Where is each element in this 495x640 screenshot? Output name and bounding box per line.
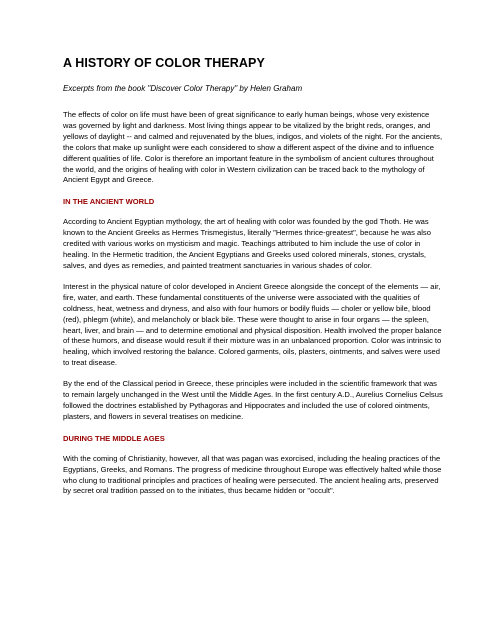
document-page <box>63 56 443 507</box>
page-title: A HISTORY OF COLOR THERAPY <box>63 56 265 70</box>
section-middle-ages <box>63 433 443 498</box>
body-paragraph: By the end of the Classical period in Greece, these principles were included in the scientific framework that was to remain largely unchanged in the West until the Middle Ages. In the first century A.D., Aurelius Cornelius Celsus followed the doctrines established by Pythagoras and Hippocrates and included the use of colored ointments, plasters, and flowers in several treatises on medicine. <box>63 379 443 421</box>
book-excerpt-subtitle: Excerpts from the book "Discover Color Therapy" by Helen Graham <box>63 84 303 93</box>
body-paragraph: With the coming of Christianity, however, all that was pagan was exorcised, including the healing practices of the Egyptians, Greeks, and Romans. The progress of medicine throughout Europe was effectively halted while those who clung to traditional principles and practices of healing were persecuted. The ancient healing arts, preserved by secret oral tradition passed on to the initiates, thus became hidden or "occult". <box>63 453 442 496</box>
section-heading: DURING THE MIDDLE AGES <box>63 433 165 443</box>
intro-paragraph: The effects of color on life must have been of great significance to early human beings, whose very existence was governed by light and darkness. Most living things appear to be vitalized by the bright reds, oranges, and yellows of daylight -- and calmed and rejuvenated by the blues, indigos, and violets of the night. For the ancients, the colors that make up sunlight were each considered to show a different aspect of the divine and to influence different qualities of life. Color is therefore an important feature in the symbolism of ancient cultures throughout the world, and the origins of healing with color in Western civilization can be traced back to the mythology of Ancient Egypt and Greece. <box>63 110 443 185</box>
section-heading: IN THE ANCIENT WORLD <box>63 197 155 207</box>
body-paragraph: Interest in the physical nature of color developed in Ancient Greece alongside the concept of the elements — air, fire, water, and earth. These fundamental constituents of the universe were associated with the qualities of coldness, heat, wetness and dryness, and also with four humors or bodily fluids — choler or yellow bile, blood (red), phlegm (white), and melancholy or black bile. These were thought to arise in four organs — the spleen, heart, liver, and brain — and to determine emotional and physical disposition. Health involved the proper balance of these humors, and disease would result if their mixture was in an unbalanced proportion. Color was intrinsic to healing, which involved restoring the balance. Colored garments, oils, plasters, ointments, and salves were used to treat disease. <box>63 281 442 368</box>
body-paragraph: According to Ancient Egyptian mythology, the art of healing with color was founded by the god Thoth. He was known to the Ancient Greeks as Hermes Trismegistus, literally "Hermes thrice-greatest", because he was also credited with various works on mysticism and magic. Teachings attributed to him include the use of color in healing. In the Hermetic tradition, the Ancient Egyptians and Greeks used colored minerals, stones, crystals, salves, and dyes as remedies, and painted treatment sanctuaries in various shades of color. <box>63 217 431 270</box>
section-ancient-world <box>63 196 443 422</box>
